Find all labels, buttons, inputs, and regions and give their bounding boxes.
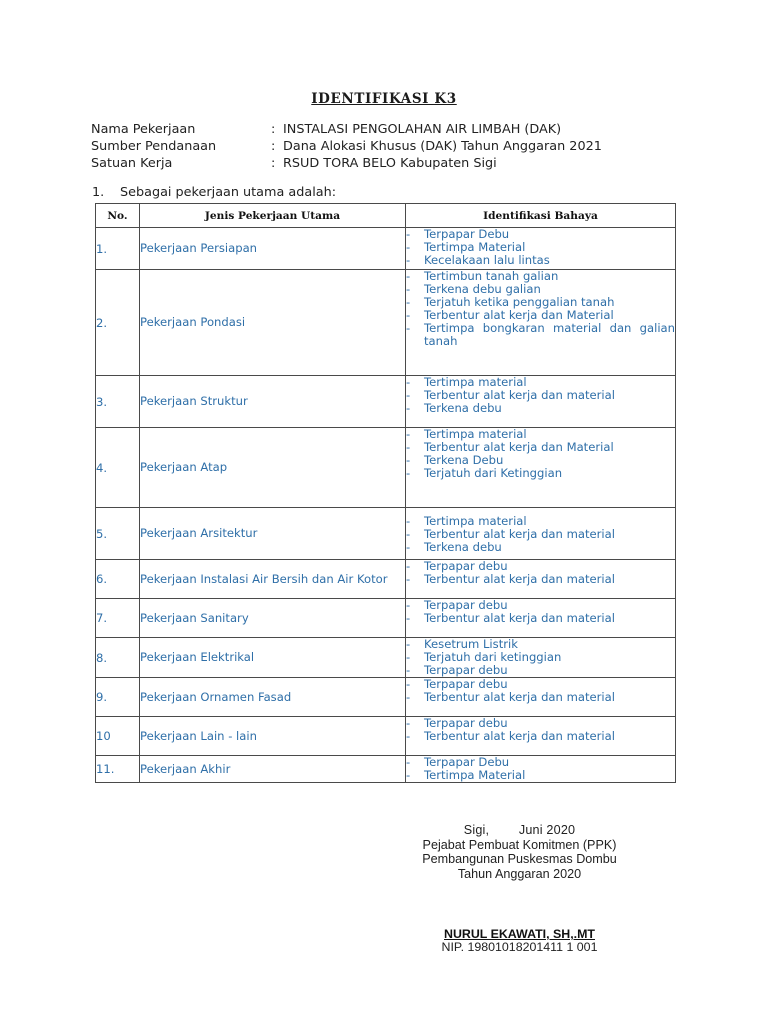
hazard-text: Terbentur alat kerja dan material [424,572,615,587]
hazard-text: Terpapar debu [424,716,508,731]
bullet-dash: - [406,321,411,336]
bullet-dash: - [406,440,411,455]
bullet-dash: - [406,427,411,441]
hazard-item [406,664,675,677]
bullet-dash: - [406,401,411,416]
hazard-item [406,612,675,625]
row-number: 11. [96,756,140,783]
header-job: Jenis Pekerjaan Utama [140,204,406,228]
document-title: IDENTIFIKASI K3 [311,91,457,107]
row-number: 1. [96,228,140,270]
hazard-text: Terpapar debu [424,677,508,692]
hazard-text: Tertimpa material [424,514,527,528]
row-hazards [406,756,676,783]
header-no: No. [96,204,140,228]
hazard-item [406,254,675,267]
table-row [96,376,676,428]
row-hazards [406,508,676,560]
hazard-text: Terbentur alat kerja dan material [424,690,615,705]
hazard-text: Terbentur alat kerja dan Material [424,308,614,323]
hazard-text: Terpapar debu [424,663,508,678]
table-row [96,560,676,599]
row-number: 5. [96,508,140,560]
row-hazards [406,270,676,376]
bullet-dash: - [406,572,411,587]
row-number: 10 [96,717,140,756]
hazard-text: Kecelakaan lalu lintas [424,253,550,268]
meta-row-nama-pekerjaan [91,121,602,138]
hazard-text: Terbentur alat kerja dan material [424,527,615,542]
bullet-dash: - [406,755,411,770]
hazard-text: Terkena debu galian [424,282,541,297]
row-job: Pekerjaan Lain - lain [140,717,406,756]
project-meta [91,121,602,172]
meta-separator: : [271,122,276,137]
bullet-dash: - [406,611,411,626]
hazard-text: Tertimpa Material [424,240,526,255]
bullet-dash: - [406,227,411,241]
table-row [96,508,676,560]
bullet-dash: - [406,269,411,283]
bullet-dash: - [406,282,411,297]
table-row [96,638,676,678]
signature-block [398,823,641,881]
row-job: Pekerjaan Persiapan [140,228,406,270]
bullet-dash: - [406,663,411,678]
bullet-dash: - [406,559,411,573]
row-hazards [406,599,676,638]
bullet-dash: - [406,637,411,651]
hazard-item [406,769,675,782]
meta-row-sumber-pendanaan [91,138,602,155]
row-number: 6. [96,560,140,599]
row-job: Pekerjaan Elektrikal [140,638,406,678]
hazard-text: Terbentur alat kerja dan material [424,729,615,744]
table-body [96,228,676,783]
bullet-dash: - [406,308,411,323]
table-row [96,678,676,717]
intro-text: Sebagai pekerjaan utama adalah: [120,185,337,200]
row-number: 2. [96,270,140,376]
bullet-dash: - [406,375,411,389]
row-hazards [406,428,676,508]
table-row [96,228,676,270]
bullet-dash: - [406,253,411,268]
bullet-dash: - [406,768,411,783]
hazard-text: Terkena Debu [424,453,504,468]
table-row [96,717,676,756]
row-hazards [406,717,676,756]
row-number: 9. [96,678,140,717]
bullet-dash: - [406,527,411,542]
table-row [96,270,676,376]
row-number: 8. [96,638,140,678]
signature-date: Sigi, Juni 2020 [463,823,576,837]
row-number: 3. [96,376,140,428]
row-job: Pekerjaan Instalasi Air Bersih dan Air Kotor [140,560,406,599]
row-job: Pekerjaan Atap [140,428,406,508]
bullet-dash: - [406,716,411,731]
meta-label: Nama Pekerjaan [91,122,196,137]
hazard-identification-table [95,203,676,783]
hazard-text: Terbentur alat kerja dan material [424,388,615,403]
table-row [96,428,676,508]
bullet-dash: - [406,677,411,692]
intro-number: 1. [92,185,105,200]
table-header-row [96,204,676,228]
hazard-text: Terbentur alat kerja dan Material [424,440,614,455]
hazard-text: Terjatuh dari ketinggian [424,650,562,665]
signature-project: Pembangunan Puskesmas Dombu [422,852,617,866]
row-job: Pekerjaan Akhir [140,756,406,783]
hazard-item [406,541,675,554]
hazard-text: Tertimpa material [424,427,527,441]
hazard-text: Terbentur alat kerja dan material [424,611,615,626]
meta-value: RSUD TORA BELO Kabupaten Sigi [283,156,497,171]
row-job: Pekerjaan Pondasi [140,270,406,376]
bullet-dash: - [406,650,411,665]
bullet-dash: - [406,540,411,555]
hazard-text: Terjatuh dari Ketinggian [424,466,563,481]
row-number: 4. [96,428,140,508]
signatory-name: NURUL EKAWATI, SH,.MT [444,927,595,941]
hazard-text: Terpapar debu [424,559,508,573]
bullet-dash: - [406,453,411,468]
hazard-text: Terkena debu [424,401,502,416]
bullet-dash: - [406,466,411,481]
table-row [96,756,676,783]
row-hazards [406,560,676,599]
row-number: 7. [96,599,140,638]
meta-value: INSTALASI PENGOLAHAN AIR LIMBAH (DAK) [283,122,562,137]
bullet-dash: - [406,729,411,744]
hazard-item [406,322,675,348]
hazard-text: Tertimpa material [424,375,527,389]
bullet-dash: - [406,514,411,528]
meta-label: Sumber Pendanaan [91,139,217,154]
row-job: Pekerjaan Sanitary [140,599,406,638]
header-hazard: Identifikasi Bahaya [406,204,676,228]
row-hazards [406,638,676,678]
hazard-item [406,691,675,704]
intro-line [92,185,336,200]
bullet-dash: - [406,690,411,705]
bullet-dash: - [406,295,411,310]
signature-position: Pejabat Pembuat Komitmen (PPK) [422,837,617,852]
hazard-text: Tertimpa Material [424,768,526,783]
meta-label: Satuan Kerja [91,156,173,171]
row-hazards [406,678,676,717]
row-job: Pekerjaan Struktur [140,376,406,428]
bullet-dash: - [406,388,411,403]
hazard-text: Terpapar Debu [424,227,510,241]
row-hazards [406,376,676,428]
hazard-item [406,467,675,480]
hazard-text: Kesetrum Listrik [424,637,518,651]
meta-row-satuan-kerja [91,155,602,172]
signatory-nip: NIP. 19801018201411 1 001 [441,940,598,954]
row-job: Pekerjaan Arsitektur [140,508,406,560]
meta-separator: : [271,156,276,171]
row-job: Pekerjaan Ornamen Fasad [140,678,406,717]
hazard-item [406,402,675,415]
bullet-dash: - [406,240,411,255]
hazard-item [406,573,675,586]
signature-year: Tahun Anggaran 2020 [457,866,582,881]
hazard-text: Terpapar Debu [424,755,510,770]
bullet-dash: - [406,598,411,612]
hazard-text: Tertimbun tanah galian [424,269,559,283]
hazard-item [406,730,675,743]
hazard-text: Terkena debu [424,540,502,555]
row-hazards [406,228,676,270]
meta-separator: : [271,139,276,154]
table-row [96,599,676,638]
hazard-text: Terpapar debu [424,598,508,612]
hazard-text: Tertimpa bongkaran material dan galian tanah [424,321,675,349]
meta-value: Dana Alokasi Khusus (DAK) Tahun Anggaran 2021 [283,139,602,154]
hazard-text: Terjatuh ketika penggalian tanah [424,295,615,310]
